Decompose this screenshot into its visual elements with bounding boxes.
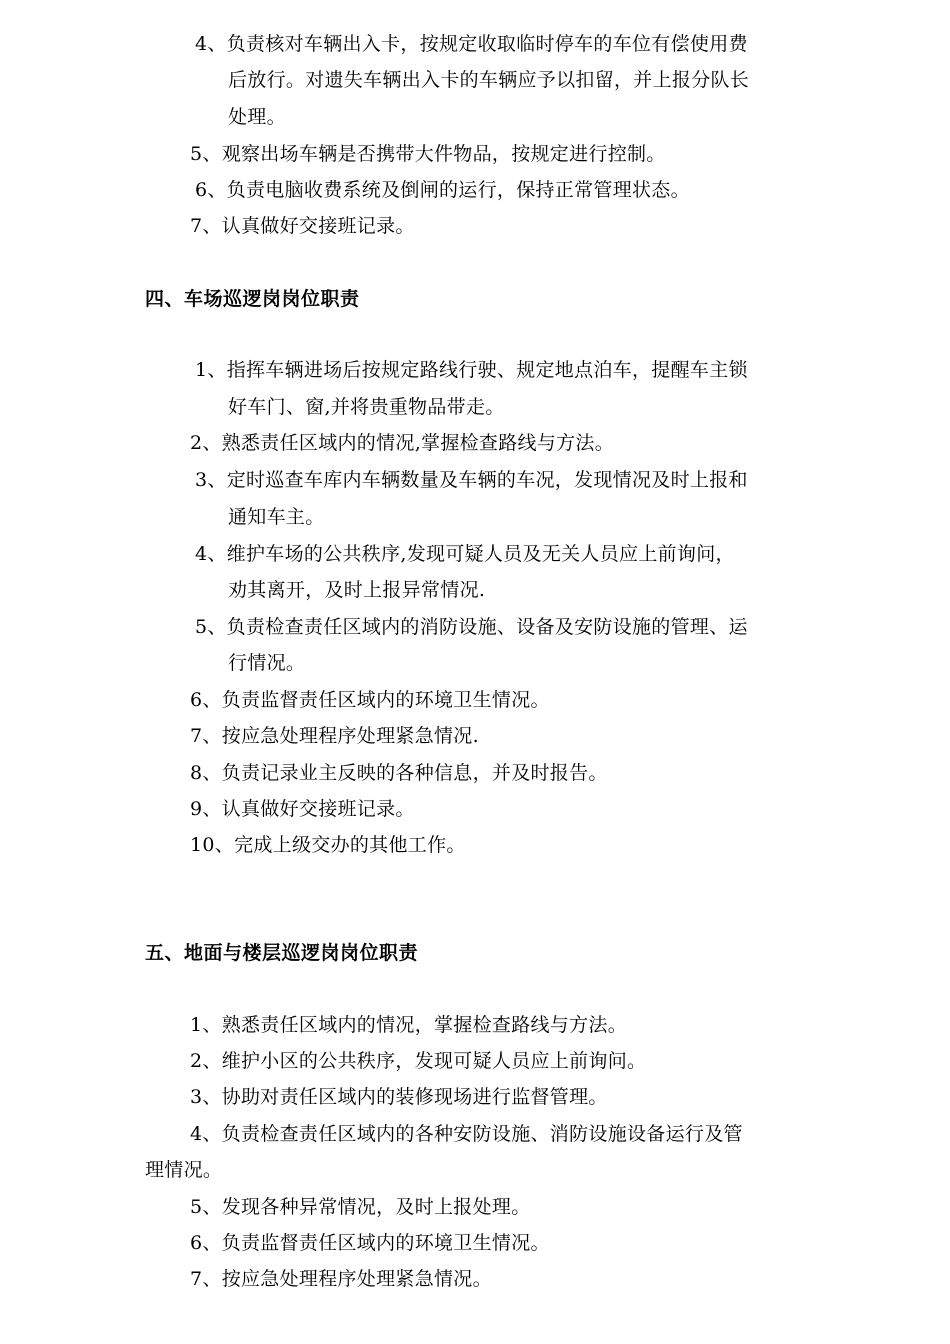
section3-item-6: 6、负责电脑收费系统及倒闸的运行，保持正常管理状态。 [195, 179, 690, 201]
list-item-text: 通知车主。 [228, 506, 325, 528]
section5-item-3: 3、协助对责任区域内的装修现场进行监督管理。 [190, 1086, 608, 1108]
section4-item-2: 2、熟悉责任区域内的情况,掌握检查路线与方法。 [190, 432, 615, 454]
section5-item-1: 1、熟悉责任区域内的情况，掌握检查路线与方法。 [190, 1014, 627, 1036]
section5-item-2: 2、维护小区的公共秩序，发现可疑人员应上前询问。 [190, 1050, 647, 1072]
section5-heading: 五、地面与楼层巡逻岗岗位职责 [145, 942, 419, 964]
list-item-text: 3、定时巡查车库内车辆数量及车辆的车况，发现情况及时上报和 [195, 469, 748, 491]
section4-item-6: 6、负责监督责任区域内的环境卫生情况。 [190, 689, 550, 711]
section4-item-10: 10、完成上级交办的其他工作。 [190, 834, 466, 856]
list-item-text: 行情况。 [228, 652, 306, 674]
list-item-text: 5、负责检查责任区域内的消防设施、设备及安防设施的管理、运 [195, 616, 748, 638]
list-item-text: 4、负责核对车辆出入卡，按规定收取临时停车的车位有偿使用费 [195, 33, 748, 55]
list-item-text: 后放行。对遗失车辆出入卡的车辆应予以扣留，并上报分队长 [228, 69, 750, 91]
list-item-text: 劝其离开，及时上报异常情况. [228, 579, 486, 601]
list-item-text: 1、指挥车辆进场后按规定路线行驶、规定地点泊车，提醒车主锁 [195, 359, 748, 381]
list-item-text: 4、负责检查责任区域内的各种安防设施、消防设施设备运行及管 [190, 1123, 743, 1145]
section5-item-5: 5、发现各种异常情况，及时上报处理。 [190, 1196, 531, 1218]
section4-item-8: 8、负责记录业主反映的各种信息，并及时报告。 [190, 762, 608, 784]
section3-item-7: 7、认真做好交接班记录。 [190, 215, 415, 237]
list-item-text: 4、维护车场的公共秩序,发现可疑人员及无关人员应上前询问， [195, 543, 735, 565]
section4-item-9: 9、认真做好交接班记录。 [190, 798, 415, 820]
section3-item-5: 5、观察出场车辆是否携带大件物品，按规定进行控制。 [190, 143, 666, 165]
list-item-text: 理情况。 [145, 1159, 223, 1181]
section4-item-7: 7、按应急处理程序处理紧急情况. [190, 725, 479, 747]
section5-item-7: 7、按应急处理程序处理紧急情况。 [190, 1268, 492, 1290]
list-item-text: 好车门、窗,并将贵重物品带走。 [228, 396, 505, 418]
section4-heading: 四、车场巡逻岗岗位职责 [145, 288, 360, 310]
list-item-text: 处理。 [228, 106, 286, 128]
section5-item-6: 6、负责监督责任区域内的环境卫生情况。 [190, 1232, 550, 1254]
